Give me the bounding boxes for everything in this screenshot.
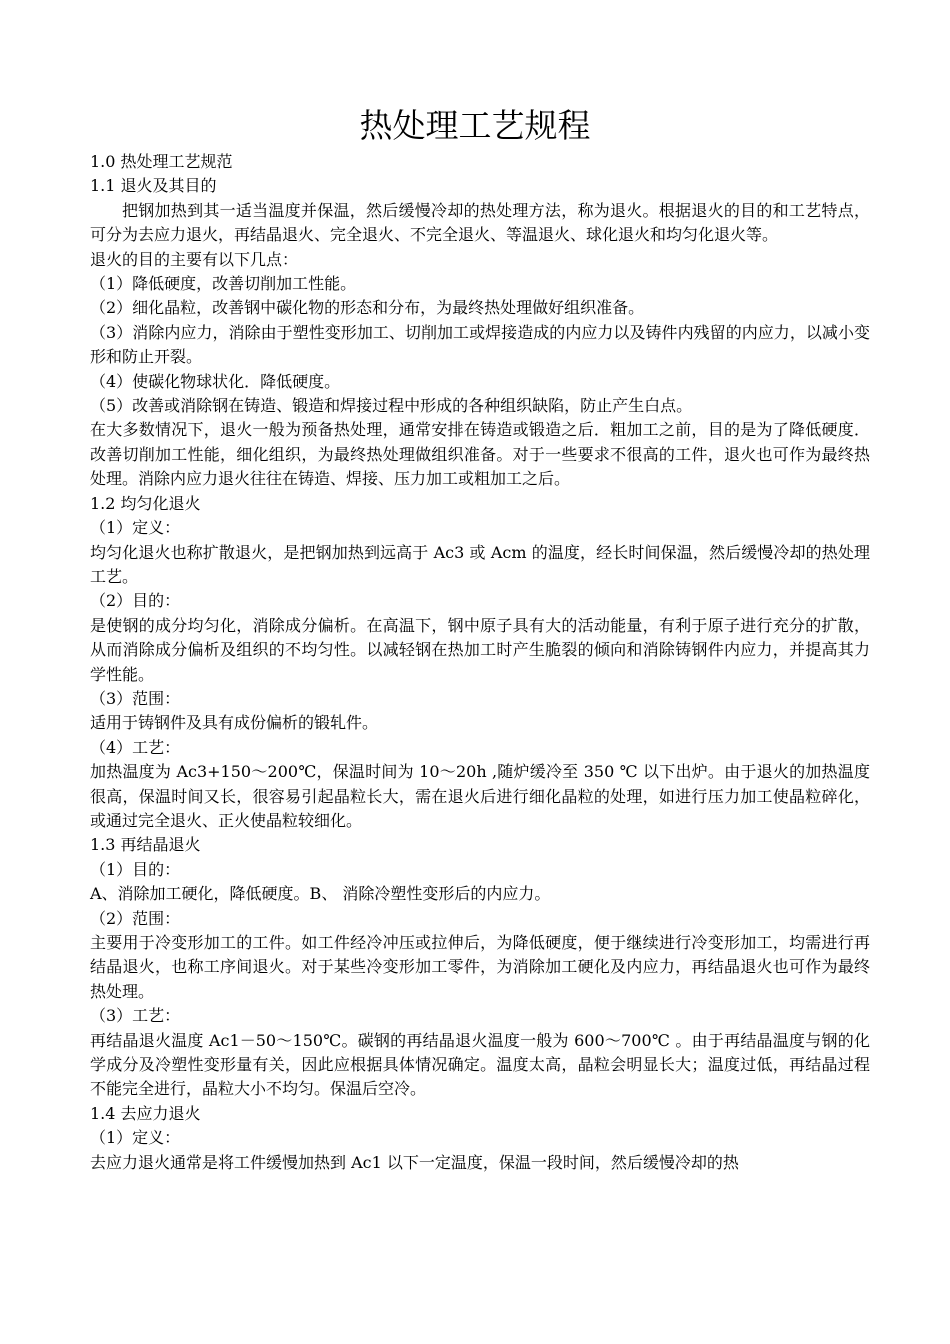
paragraph: （2）范围： — [90, 908, 181, 928]
paragraph: （2）目的： — [90, 591, 181, 611]
paragraph: 退火的目的主要有以下几点： — [90, 249, 299, 269]
paragraph: 再结晶退火温度 Ac1－50～150℃。碳钢的再结晶退火温度一般为 600～700℃ 。由于再结晶温度与钢的化学成分及冷塑性变形量有关，因此应根据具体情况确定。温度太高，晶粒会明显长大；温度过低，再结晶过程不能完全进行，晶粒大小不均匀。保温后空冷。 — [90, 1030, 870, 1099]
paragraph: （4）工艺： — [90, 737, 181, 757]
paragraph: （1）降低硬度，改善切削加工性能。 — [90, 274, 357, 294]
document-body — [90, 150, 870, 1175]
paragraph: 均匀化退火也称扩散退火，是把钢加热到远高于 Ac3 或 Acm 的温度，经长时间保温，然后缓慢冷却的热处理工艺。 — [90, 542, 870, 586]
paragraph: 主要用于冷变形加工的工件。如工件经冷冲压或拉伸后，为降低硬度，便于继续进行冷变形加工，均需进行再结晶退火，也称工序间退火。对于某些冷变形加工零件，为消除加工硬化及内应力，再结晶退火也可作为最终热处理。 — [90, 933, 870, 1001]
paragraph: （1）目的： — [90, 859, 181, 879]
paragraph: A、消除加工硬化，降低硬度。B、 消除冷塑性变形后的内应力。 — [90, 884, 551, 904]
paragraph: 加热温度为 Ac3+150～200℃，保温时间为 10～20h ,随炉缓冷至 350 ℃ 以下出炉。由于退火的加热温度很高，保温时间又长，很容易引起晶粒长大，需在退火后进行细化晶粒的处理，如进行压力加工使晶粒碎化，或通过完全退火、正火使晶粒较细化。 — [90, 762, 870, 830]
paragraph: 1.2 均匀化退火 — [90, 493, 201, 513]
paragraph: 1.4 去应力退火 — [90, 1103, 201, 1123]
paragraph: 适用于铸钢件及具有成份偏析的锻轧件。 — [90, 713, 379, 733]
paragraph: （1）定义： — [90, 518, 181, 538]
paragraph: （1）定义： — [90, 1128, 181, 1148]
paragraph: 1.1 退火及其目的 — [90, 176, 217, 196]
paragraph: 1.3 再结晶退火 — [90, 835, 201, 855]
paragraph: （5）改善或消除钢在铸造、锻造和焊接过程中形成的各种组织缺陷，防止产生白点。 — [90, 396, 693, 416]
paragraph: （3）范围： — [90, 688, 181, 708]
paragraph: （3）工艺： — [90, 1006, 181, 1026]
paragraph: 是使钢的成分均匀化，消除成分偏析。在高温下，钢中原子具有大的活动能量，有利于原子进行充分的扩散，从而消除成分偏析及组织的不均匀性。以减轻钢在热加工时产生脆裂的倾向和消除铸钢件内应力，并提高其力学性能。 — [90, 615, 870, 684]
paragraph: （3）消除内应力，消除由于塑性变形加工、切削加工或焊接造成的内应力以及铸件内残留的内应力，以减小变形和防止开裂。 — [90, 322, 870, 367]
paragraph: 1.0 热处理工艺规范 — [90, 152, 233, 171]
paragraph: （4）使碳化物球状化．降低硬度。 — [90, 371, 341, 391]
paragraph: 把钢加热到其一适当温度并保温，然后缓慢冷却的热处理方法，称为退火。根据退火的目的和工艺特点，可分为去应力退火，再结晶退火、完全退火、不完全退火、等温退火、球化退火和均匀化退火等。 — [90, 200, 870, 245]
paragraph: 去应力退火通常是将工件缓慢加热到 Ac1 以下一定温度，保温一段时间，然后缓慢冷却的热 — [90, 1152, 739, 1172]
paragraph: （2）细化晶粒，改善钢中碳化物的形态和分布，为最终热处理做好组织准备。 — [90, 298, 645, 318]
page-title: 热处理工艺规程 — [359, 106, 591, 145]
paragraph: 在大多数情况下，退火一般为预备热处理，通常安排在铸造或锻造之后．粗加工之前，目的是为了降低硬度．改善切削加工性能，细化组织，为最终热处理做组织准备。对于一些要求不很高的工件，退火也可作为最终热处理。消除内应力退火往往在铸造、焊接、压力加工或粗加工之后。 — [90, 420, 870, 489]
